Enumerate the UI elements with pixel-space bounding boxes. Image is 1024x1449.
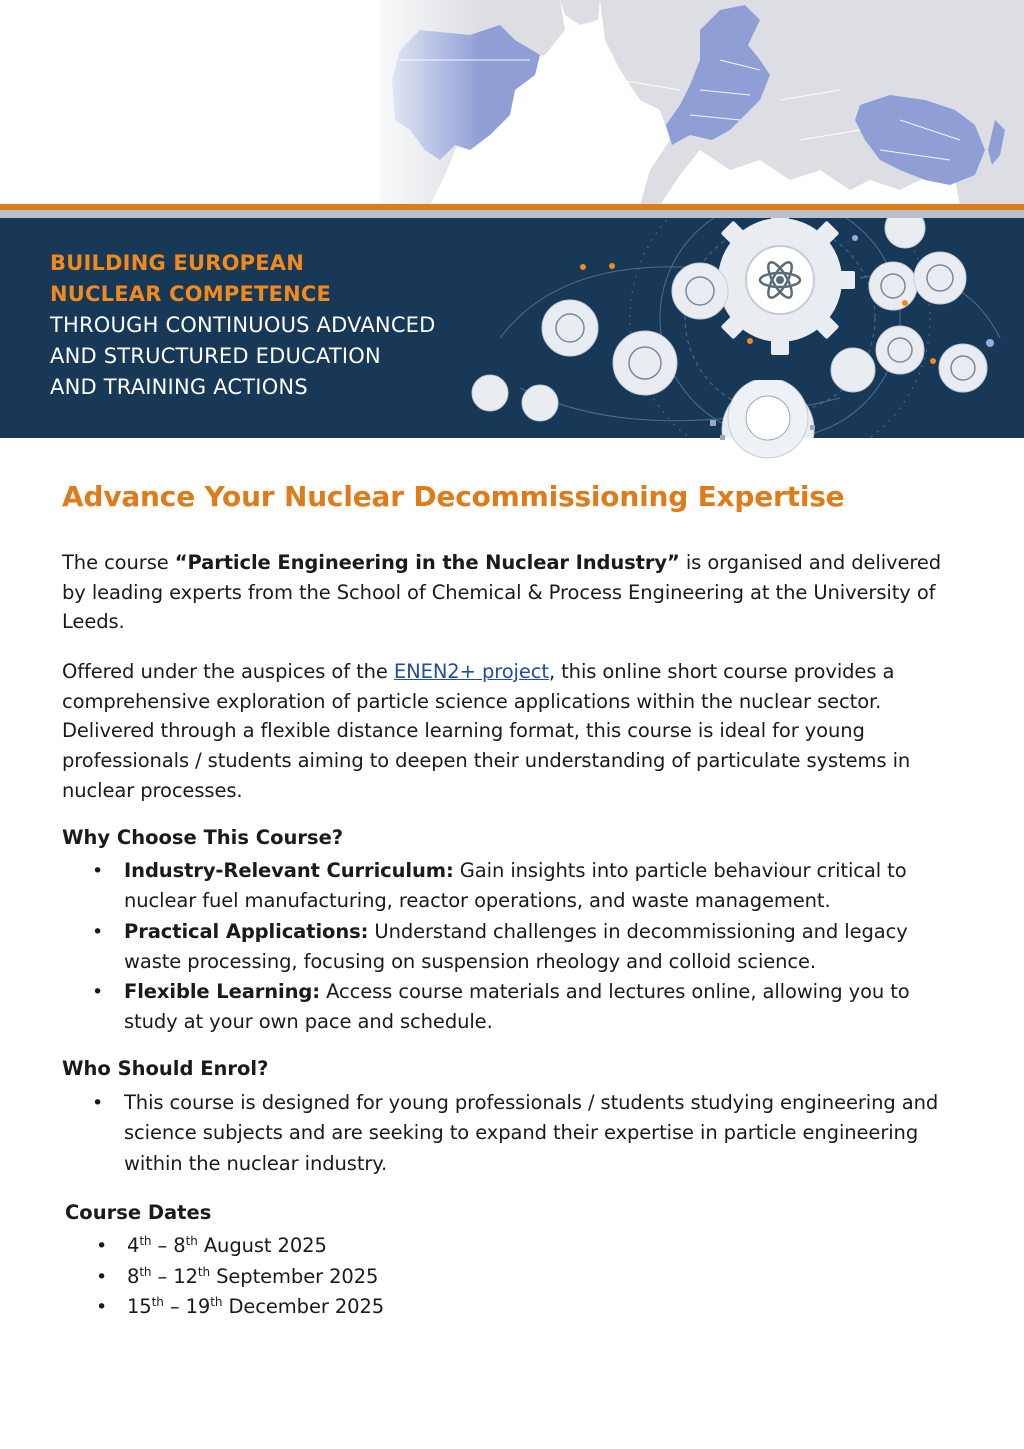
bullet-icon: • [96,1296,108,1318]
bullet-icon: • [92,1092,104,1114]
item-text: Gain insights into particle behaviour critical to nuclear fuel manufacturing, reactor operations, and waste management. [124,859,907,913]
ordinal-suffix: th [185,1234,198,1248]
banner-subtitle-line-2: AND STRUCTURED EDUCATION [50,344,381,368]
date-start-day: 8 [127,1264,140,1288]
item-label: Flexible Learning: [124,980,320,1004]
intro-text-end: is organised and delivered by leading experts from the School of Chemical & Process Engineering at the University of Leeds. [62,551,942,634]
enen2-project-link[interactable]: ENEN2+ project [393,660,549,683]
date-start-day: 15 [127,1295,152,1318]
list-item [62,1088,967,1179]
page-heading: Advance Your Nuclear Decommissioning Expertise [62,480,845,513]
grey-divider-stripe [0,210,1024,218]
ordinal-suffix: th [139,1264,152,1279]
date-end-day: – 19 [163,1295,211,1318]
date-start-day: 4 [127,1234,140,1257]
offered-text-start: Offered under the auspices of the [62,660,394,683]
offered-paragraph [62,657,967,806]
ordinal-suffix: th [197,1264,211,1279]
item-text: Understand challenges in decommissioning and legacy waste processing, focusing on suspension rheology and colloid science. [124,919,908,973]
course-dates-heading: Course Dates [65,1201,212,1224]
offered-text-end: , this online short course provides a comprehensive exploration of particle science applications within the nuclear sector. Delivered through a flexible distance learning format, this course is ideal for young professionals / students aiming to deepen their understanding of particulate systems in nuclear processes. [62,660,911,802]
world-map-graphic [0,0,1024,205]
ordinal-suffix: th [151,1295,164,1309]
course-dates-list [62,1231,967,1323]
ordinal-suffix: th [210,1295,223,1309]
banner-subtitle-line-3: AND TRAINING ACTIONS [50,375,308,399]
ordinal-suffix: th [139,1234,152,1248]
project-banner [0,218,1024,438]
bullet-icon: • [96,1235,108,1257]
date-month-year: August 2025 [197,1234,327,1257]
intro-paragraph [62,548,967,637]
bullet-icon: • [92,981,104,1004]
list-item [62,856,967,917]
date-end-day: – 12 [151,1264,198,1288]
item-text: Access course materials and lectures online, allowing you to study at your own pace and schedule. [124,980,910,1034]
list-item [62,977,967,1038]
item-label: Practical Applications: [124,919,369,943]
why-choose-list [62,856,967,1038]
date-month-year: December 2025 [222,1295,385,1318]
why-choose-heading: Why Choose This Course? [62,826,344,849]
list-item [62,917,967,978]
date-end-day: – 8 [151,1234,186,1257]
course-title: “Particle Engineering in the Nuclear Industry” [174,551,680,574]
who-should-enrol-heading: Who Should Enrol? [62,1057,269,1080]
date-item [62,1292,967,1323]
item-text: This course is designed for young professionals / students studying engineering and science subjects and are seeking to expand their expertise in particle engineering within the nuclear industry. [124,1091,939,1175]
gear-icon [690,380,850,460]
intro-text-start: The course [62,551,175,574]
bullet-icon: • [92,860,104,882]
bullet-icon: • [96,1265,108,1288]
banner-subtitle-line-1: THROUGH CONTINUOUS ADVANCED [50,313,436,337]
item-label: Industry-Relevant Curriculum: [124,859,454,882]
bullet-icon: • [92,920,104,943]
banner-title-line-2: NUCLEAR COMPETENCE [50,282,331,306]
date-month-year: September 2025 [210,1264,379,1288]
who-should-enrol-list [62,1088,967,1179]
date-item [62,1262,967,1293]
banner-title-line-1: BUILDING EUROPEAN [50,251,305,275]
date-item [62,1231,967,1262]
